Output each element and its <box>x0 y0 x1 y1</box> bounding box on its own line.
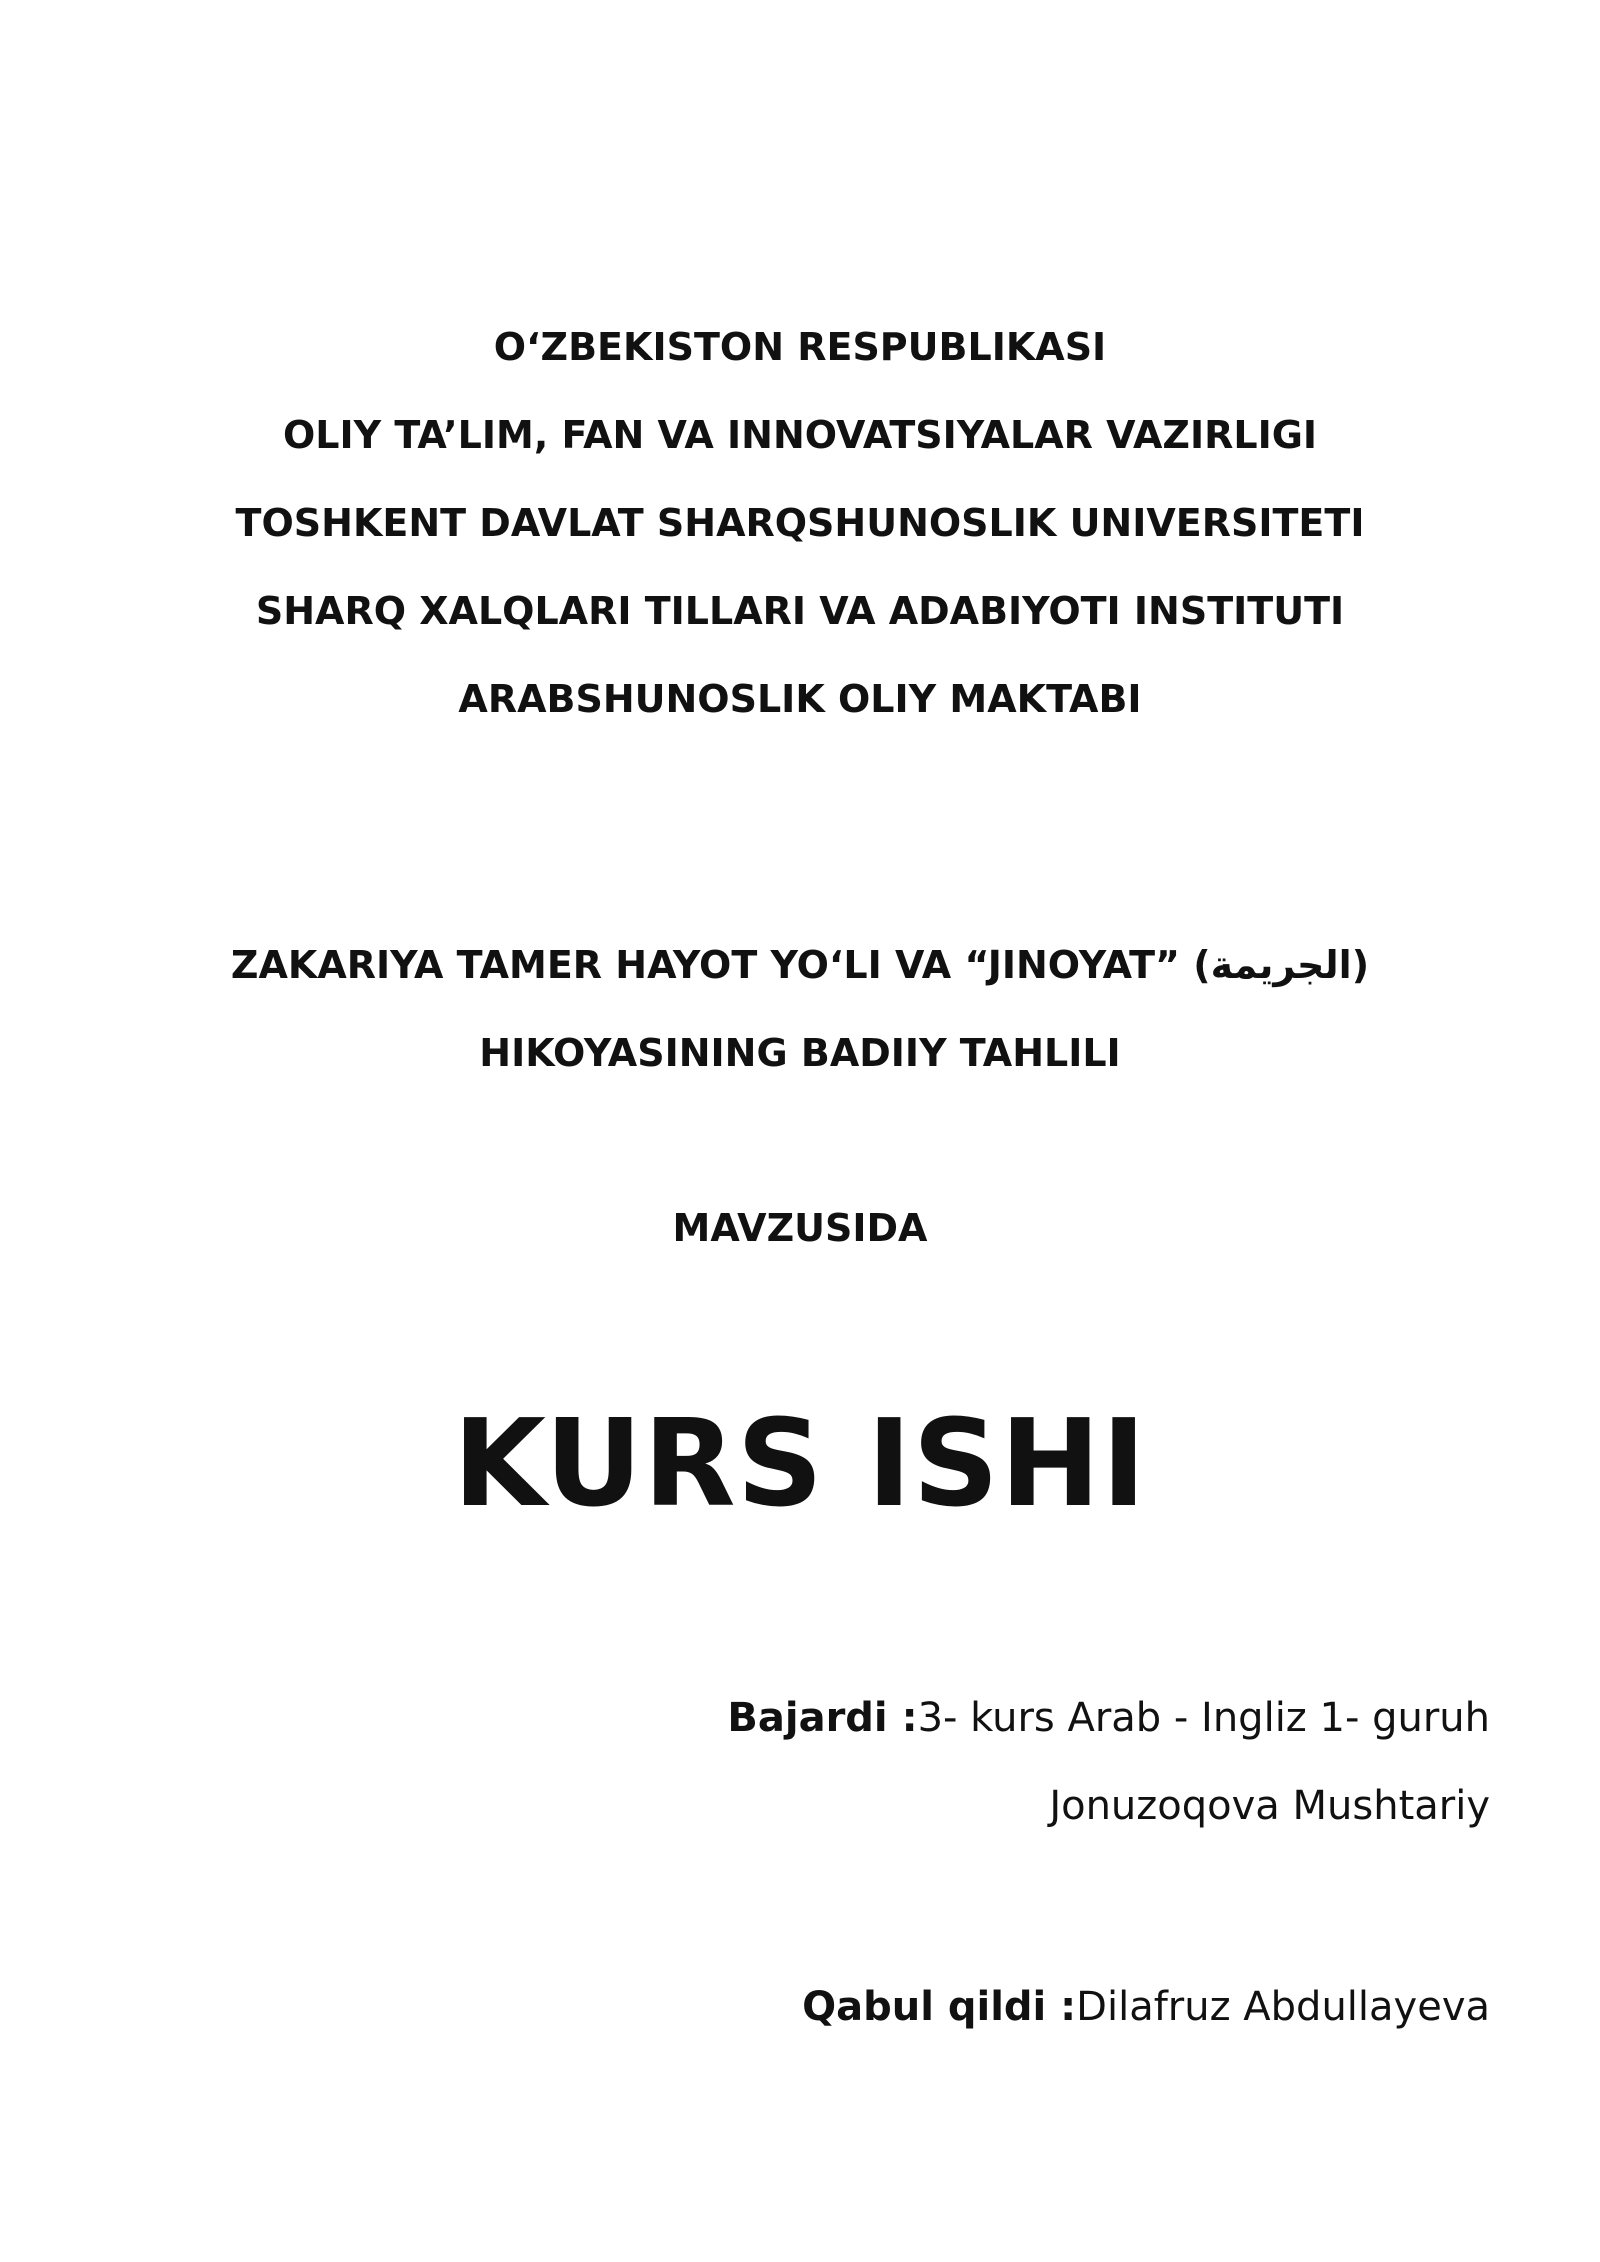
topic-line-1-suffix: ) <box>1351 943 1370 987</box>
header-line-ministry: OLIY TA’LIM, FAN VA INNOVATSIYALAR VAZIRLIGI <box>282 413 1318 457</box>
topic-line-1 <box>0 940 1600 990</box>
author-value: 3- kurs Arab - Ingliz 1- guruh <box>917 1695 1490 1741</box>
reviewer-label: Qabul qildi : <box>802 1984 1077 2030</box>
header-line-country: O‘ZBEKISTON RESPUBLIKASI <box>493 325 1107 369</box>
author-label: Bajardi : <box>727 1695 918 1741</box>
topic-line-2: HIKOYASINING BADIIY TAHLILI <box>479 1031 1121 1075</box>
header-line-school: ARABSHUNOSLIK OLIY MAKTABI <box>458 677 1142 721</box>
topic-line-1-prefix: ZAKARIYA TAMER HAYOT YO‘LI VA “JINOYAT” ( <box>230 943 1211 987</box>
topic-line-mavzusida: MAVZUSIDA <box>672 1206 928 1250</box>
author-line <box>727 1692 1490 1744</box>
header-line-university: TOSHKENT DAVLAT SHARQSHUNOSLIK UNIVERSITETI <box>235 501 1365 545</box>
topic-arabic-title: الجريمة <box>1210 943 1352 987</box>
reviewer-line <box>802 1981 1490 2033</box>
document-title: KURS ISHI <box>452 1395 1148 1534</box>
header-line-institute: SHARQ XALQLARI TILLARI VA ADABIYOTI INSTITUTI <box>255 589 1345 633</box>
reviewer-value: Dilafruz Abdullayeva <box>1076 1984 1490 2030</box>
author-name: Jonuzoqova Mushtariy <box>1049 1783 1490 1829</box>
